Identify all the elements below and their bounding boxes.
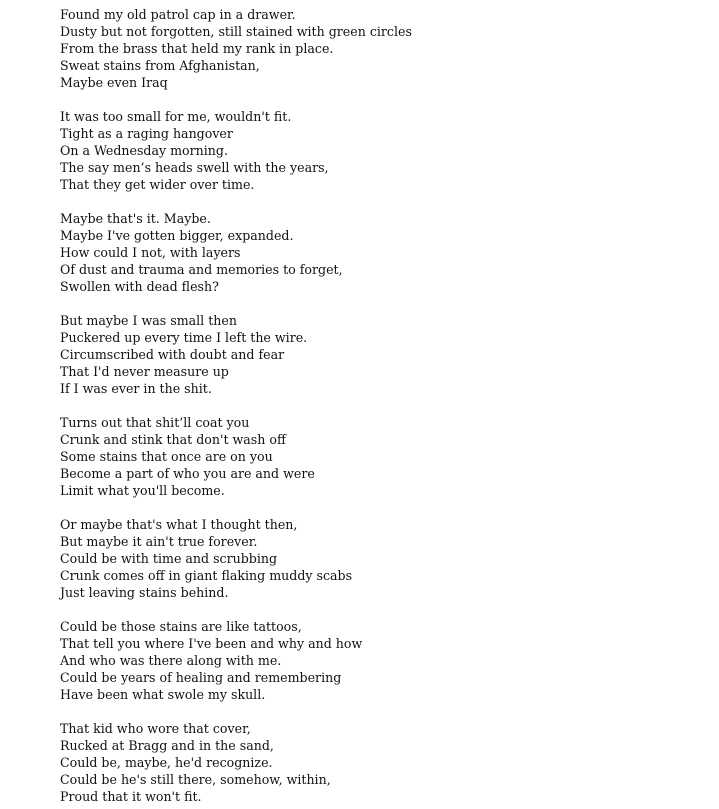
poem-line: If I was ever in the shit.	[60, 381, 212, 396]
poem-line: That they get wider over time.	[60, 177, 255, 192]
stanza-6	[60, 516, 700, 601]
poem-line: Could be those stains are like tattoos,	[60, 619, 302, 634]
poem-line: That kid who wore that cover,	[60, 721, 251, 736]
poem-line: That tell you where I've been and why and how	[60, 636, 363, 651]
poem-line: Found my old patrol cap in a drawer.	[60, 7, 296, 22]
poem-line: Of dust and trauma and memories to forget,	[60, 262, 343, 277]
poem-line: Could be he's still there, somehow, within,	[60, 772, 331, 787]
poem-line: The say men’s heads swell with the years,	[60, 160, 329, 175]
poem-line: Proud that it won't fit.	[60, 789, 202, 804]
stanza-5	[60, 414, 700, 499]
stanza-1	[60, 6, 700, 91]
poem-line: Sweat stains from Afghanistan,	[60, 58, 260, 73]
poem-line: How could I not, with layers	[60, 245, 241, 260]
poem-line: On a Wednesday morning.	[60, 143, 228, 158]
stanza-2	[60, 108, 700, 193]
poem-line: Just leaving stains behind.	[60, 585, 229, 600]
poem-line: That I'd never measure up	[60, 364, 229, 379]
stanza-4	[60, 312, 700, 397]
poem-line: Could be, maybe, he'd recognize.	[60, 755, 273, 770]
poem-line: Puckered up every time I left the wire.	[60, 330, 308, 345]
poem-line: Crunk comes off in giant flaking muddy scabs	[60, 568, 353, 583]
stanza-7	[60, 618, 700, 703]
poem-line: Circumscribed with doubt and fear	[60, 347, 285, 362]
poem-line: Rucked at Bragg and in the sand,	[60, 738, 274, 753]
poem-line: Some stains that once are on you	[60, 449, 273, 464]
poem-line: It was too small for me, wouldn't fit.	[60, 109, 292, 124]
poem-line: From the brass that held my rank in place.	[60, 41, 334, 56]
stanza-8	[60, 720, 700, 805]
poem-line: Could be years of healing and remembering	[60, 670, 342, 685]
poem-line: Maybe I've gotten bigger, expanded.	[60, 228, 294, 243]
poem-line: Maybe even Iraq	[60, 75, 168, 90]
poem-line: Turns out that shit’ll coat you	[60, 415, 250, 430]
poem-line: Maybe that's it. Maybe.	[60, 211, 211, 226]
poem-line: Tight as a raging hangover	[60, 126, 233, 141]
poem-line: Have been what swole my skull.	[60, 687, 266, 702]
poem-line: And who was there along with me.	[60, 653, 282, 668]
stanza-3	[60, 210, 700, 295]
poem-line: But maybe it ain't true forever.	[60, 534, 258, 549]
poem-line: Dusty but not forgotten, still stained with green circles	[60, 24, 412, 39]
poem-line: Or maybe that's what I thought then,	[60, 517, 298, 532]
poem-text	[60, 6, 700, 805]
poem-line: Crunk and stink that don't wash off	[60, 432, 286, 447]
poem-line: Could be with time and scrubbing	[60, 551, 278, 566]
poem-line: Swollen with dead flesh?	[60, 279, 219, 294]
poem-line: Limit what you'll become.	[60, 483, 225, 498]
poem-line: But maybe I was small then	[60, 313, 237, 328]
poem-line: Become a part of who you are and were	[60, 466, 315, 481]
